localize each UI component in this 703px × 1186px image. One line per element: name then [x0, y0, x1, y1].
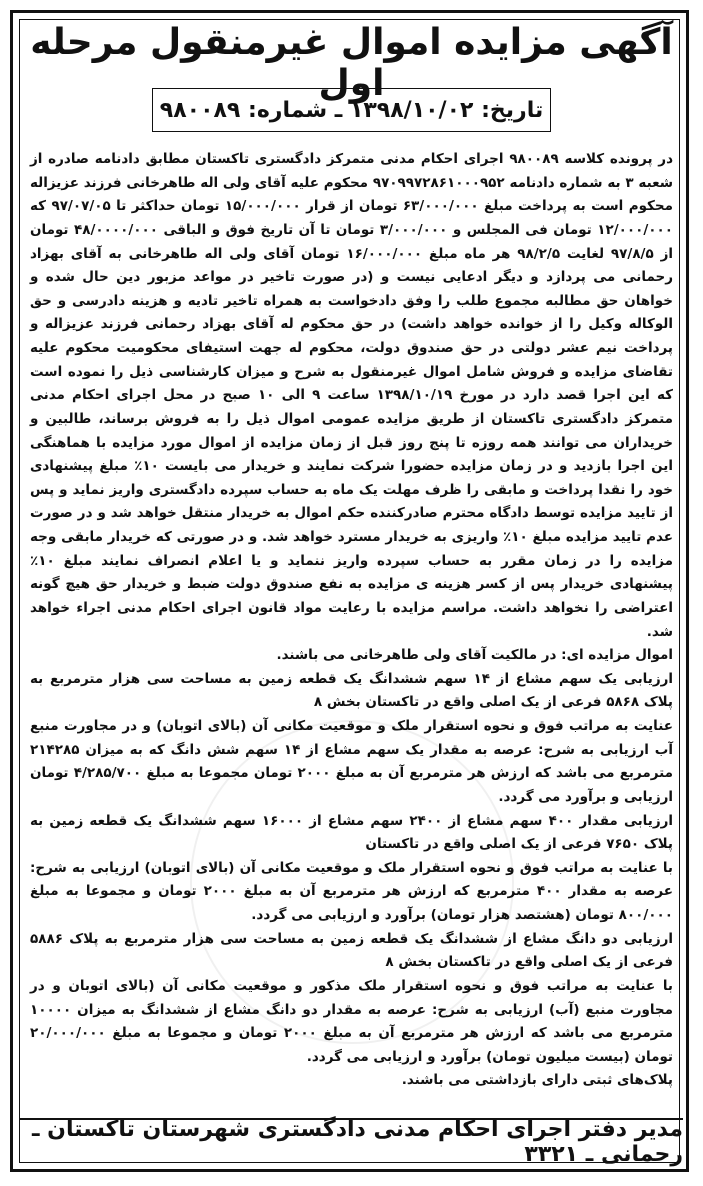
body-paragraph-item2: ارزیابی مقدار ۴۰۰ سهم مشاع از ۲۴۰۰ سهم مشاع از ۱۶۰۰۰ سهم ششدانگ یک قطعه زمین به پلاک ۷۶۵۰ فرعی از یک اصلی واقع در تاکستان	[30, 812, 673, 853]
body-paragraph-seizure-note: پلاک‌های ثبتی دارای بازداشتی می باشند.	[401, 1072, 673, 1089]
footer-signature: مدیر دفتر اجرای احکام مدنی دادگستری شهرستان تاکستان ـ رحمانی ـ ۳۳۲۱	[32, 1117, 683, 1167]
date-number-box	[152, 88, 551, 132]
notice-title: آگهی مزایده اموال غیرمنقول مرحله اول	[30, 22, 673, 104]
notice-footer	[20, 1117, 683, 1167]
notice-body	[30, 148, 673, 1093]
body-paragraph-item2-valuation: با عنایت به مراتب فوق و نحوه استقرار ملک و موقعیت مکانی آن (بالای اتوبان) ارزیابی به شرح: عرصه به مقدار ۴۰۰ مترمربع که ارزش هر مترمربع آن به مبلغ ۲۰۰۰ تومان و مجموعا به مبلغ ۸۰۰/۰۰۰ تومان (هشتصد هزار تومان) برآورد و ارزیابی می گردد.	[30, 859, 673, 923]
date-number-line: تاریخ: ۱۳۹۸/۱۰/۰۲ ـ شماره: ۹۸۰۰۸۹	[159, 97, 544, 123]
body-paragraph-item3: ارزیابی دو دانگ مشاع از ششدانگ یک قطعه زمین به مساحت سی هزار مترمربع به پلاک ۵۸۸۶ فرعی از یک اصلی واقع در تاکستان بخش ۸	[30, 930, 673, 971]
body-paragraph-item1: ارزیابی یک سهم مشاع از ۱۴ سهم ششدانگ یک قطعه زمین به مساحت سی هزار مترمربع به پلاک ۵۸۶۸ فرعی از یک اصلی واقع در تاکستان بخش ۸	[30, 670, 673, 711]
body-paragraph-main: در پرونده کلاسه ۹۸۰۰۸۹ اجرای احکام مدنی متمرکز دادگستری تاکستان مطابق دادنامه صادره از شعبه ۳ به شماره دادنامه ۹۷۰۹۹۷۲۸۶۱۰۰۰۹۵۲ محکوم علیه آقای ولی اله طاهرخانی فرزند عزیزاله محکوم است به پرداخت مبلغ ۶۳/۰۰۰/۰۰۰ تومان از قرار ۱۵/۰۰۰/۰۰۰ تومان حداکثر تا ۹۷/۰۷/۰۵ که ۱۲/۰۰۰/۰۰۰ تومان فی المجلس و ۳/۰۰۰/۰۰۰ تومان تا آن تاریخ فوق و الباقی ۴۸/۰۰۰۰/۰۰۰ تومان از ۹۷/۸/۵ لغایت ۹۸/۲/۵ هر ماه مبلغ ۱۶/۰۰۰/۰۰۰ تومان آقای ولی اله طاهرخانی به آقای بهزاد رحمانی می پردازد و دیگر ادعایی نیست و (در صورت تاخیر در مواعد مزبور دین حال شده و خواهان حق مطالبه مجموع طلب را وفق دادخواست به همراه تاخیر تادیه و هزینه دادرسی و حق الوکاله وکیل را از خوانده خواهد داشت) در حق محکوم له آقای بهزاد رحمانی فرزند عزیزاله و پرداخت نیم عشر دولتی در حق صندوق دولت، محکوم له جهت استیفای محکومیت محکوم علیه تقاضای مزایده و فروش شامل اموال غیرمنقول به شرح و میزان کارشناسی ذیل را نموده است که این اجرا قصد دارد در مورخ ۱۳۹۸/۱۰/۱۹ ساعت ۹ الی ۱۰ صبح در محل اجرای احکام مدنی متمرکز دادگستری تاکستان از طریق مزایده عمومی اموال ذیل را به فروش برساند، طالبین و خریداران می توانند همه روزه تا پنج روز قبل از زمان مزایده از اموال مورد مزایده با هماهنگی این اجرا بازدید و در زمان مزایده حضورا شرکت نمایند و خریدار می بایست ۱۰٪ مبلغ پیشنهادی خود را نقدا پرداخت و مابقی را ظرف مهلت یک ماه به حساب سپرده دادگستری واریز نماید و پس از تایید مزایده توسط دادگاه محترم صادرکننده حکم اموال به خریدار منتقل خواهد شد و در صورت عدم تایید مزایده مبلغ ۱۰٪ واریزی به خریدار مسترد خواهد شد. و در صورتی که خریدار مابقی وجه مزایده را در زمان مقرر به حساب سپرده واریز ننماید و یا اعلام انصراف نمایند مبلغ ۱۰٪ پیشنهادی خریدار پس از کسر هزینه ی مزایده به نفع صندوق دولت ضبط و خریدار حق هیچ گونه اعتراضی را نخواهد داشت. مراسم مزایده با رعایت مواد قانون اجرای احکام مدنی اجراء خواهد شد.	[30, 151, 674, 640]
body-paragraph-item3-valuation: با عنایت به مراتب فوق و نحوه استقرار ملک مذکور و موقعیت مکانی آن (بالای اتوبان و در مجاورت منبع (آب) ارزیابی به شرح: عرصه به مقدار دو دانگ مشاع از ششدانگ به میزان ۱۰۰۰۰ مترمربع می باشد که ارزش هر مترمربع آن به مبلغ ۲۰۰۰ تومان و مجموعا به مبلغ ۲۰/۰۰۰/۰۰۰ تومان (بیست میلیون تومان) برآورد و ارزیابی می گردد.	[30, 977, 673, 1065]
body-paragraph-item1-valuation: عنایت به مراتب فوق و نحوه استقرار ملک و موقعیت مکانی آن (بالای اتوبان) و در مجاورت منبع آب ارزیابی به شرح: عرصه به مقدار یک سهم مشاع از ۱۴ سهم شش دانگ که به میزان ۲۱۴۲۸۵ مترمربع می باشد که ارزش هر مترمربع آن به مبلغ ۲۰۰۰ تومان مجموعا به مبلغ ۴/۲۸۵/۷۰۰ تومان ارزیابی و برآورد می گردد.	[30, 718, 674, 805]
body-paragraph-ownership: اموال مزایده ای: در مالکیت آقای ولی طاهرخانی می باشند.	[276, 647, 673, 664]
